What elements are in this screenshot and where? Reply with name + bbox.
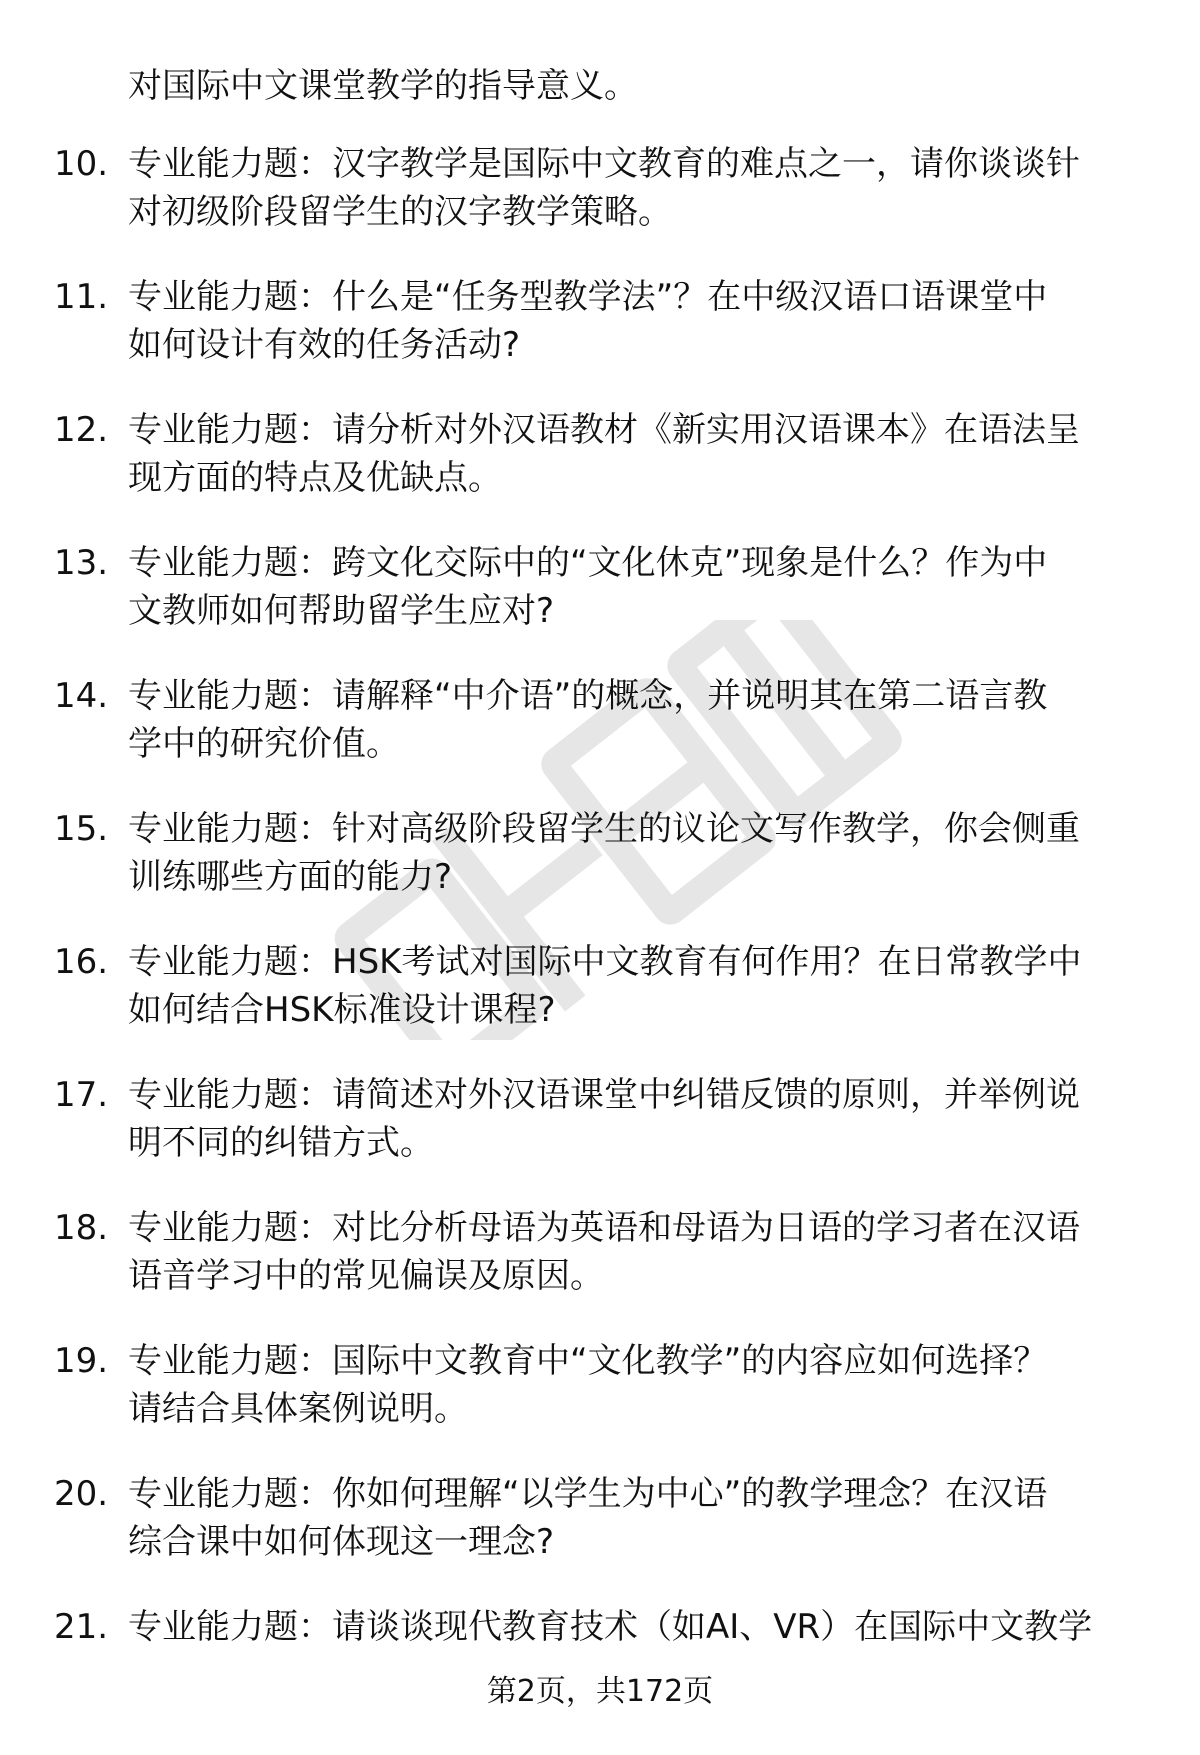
question-text [128,539,1138,635]
question-text [128,1204,1138,1300]
question-number: 11. [54,277,109,317]
question-text [128,1470,1138,1566]
question-item [0,140,1200,273]
question-number: 13. [54,543,109,583]
question-number: 16. [54,942,109,982]
continuation-line: 对国际中文课堂教学的指导意义。 [128,66,638,106]
question-item [0,273,1200,406]
question-text-line: 专业能力题：国际中文教育中“文化教学”的内容应如何选择？ [128,1341,1048,1381]
question-number: 15. [54,809,109,849]
question-item [0,938,1200,1071]
question-item [0,1470,1200,1603]
question-text [128,1603,1138,1651]
question-text-line: 文教师如何帮助留学生应对? [128,591,555,631]
question-text-line: 语音学习中的常见偏误及原因。 [128,1256,604,1296]
question-text-line: 专业能力题：请简述对外汉语课堂中纠错反馈的原则，并举例说 [128,1075,1080,1115]
question-text [128,1337,1138,1433]
question-text-line: 专业能力题：请谈谈现代教育技术（如AI、VR）在国际中文教学 [128,1607,1093,1647]
question-text [128,1071,1138,1167]
question-text-line: 现方面的特点及优缺点。 [128,458,502,498]
question-number: 17. [54,1075,109,1115]
question-text-line: 专业能力题：对比分析母语为英语和母语为日语的学习者在汉语 [128,1208,1080,1248]
question-text [128,672,1138,768]
question-item [0,805,1200,938]
question-text-line: 专业能力题：请分析对外汉语教材《新实用汉语课本》在语法呈 [128,410,1080,450]
question-number: 20. [54,1474,109,1514]
question-item [0,1337,1200,1470]
question-number: 18. [54,1208,109,1248]
question-text [128,406,1138,502]
question-text-line: 如何设计有效的任务活动? [128,325,521,365]
question-text-line: 专业能力题：跨文化交际中的“文化休克”现象是什么？作为中 [128,543,1048,583]
question-list [0,140,1200,1736]
question-item [0,1603,1200,1736]
question-text-line: 专业能力题：请解释“中介语”的概念，并说明其在第二语言教 [128,676,1048,716]
question-text-line: 请结合具体案例说明。 [128,1389,468,1429]
question-text [128,938,1138,1034]
question-number: 12. [54,410,109,450]
question-number: 14. [54,676,109,716]
question-text [128,273,1138,369]
question-text-line: 专业能力题：针对高级阶段留学生的议论文写作教学，你会侧重 [128,809,1080,849]
question-text [128,140,1138,236]
question-text-line: 训练哪些方面的能力? [128,857,453,897]
question-item [0,1204,1200,1337]
question-text-line: 综合课中如何体现这一理念? [128,1522,555,1562]
question-text-line: 学中的研究价值。 [128,724,400,764]
question-text-line: 明不同的纠错方式。 [128,1123,434,1163]
question-item [0,539,1200,672]
question-text-line: 专业能力题：什么是“任务型教学法”？在中级汉语口语课堂中 [128,277,1048,317]
question-text-line: 专业能力题：你如何理解“以学生为中心”的教学理念？在汉语 [128,1474,1048,1514]
question-item [0,406,1200,539]
question-text-line: 如何结合HSK标准设计课程? [128,990,556,1030]
question-number: 10. [54,144,109,184]
question-text-line: 专业能力题：HSK考试对国际中文教育有何作用？在日常教学中 [128,942,1082,982]
question-text-line: 对初级阶段留学生的汉字教学策略。 [128,192,672,232]
question-number: 21. [54,1607,109,1647]
page-footer: 第2页，共172页 [486,1674,714,1709]
question-number: 19. [54,1341,109,1381]
question-item [0,672,1200,805]
question-text-line: 专业能力题：汉字教学是国际中文教育的难点之一，请你谈谈针 [128,144,1080,184]
question-text [128,805,1138,901]
question-item [0,1071,1200,1204]
